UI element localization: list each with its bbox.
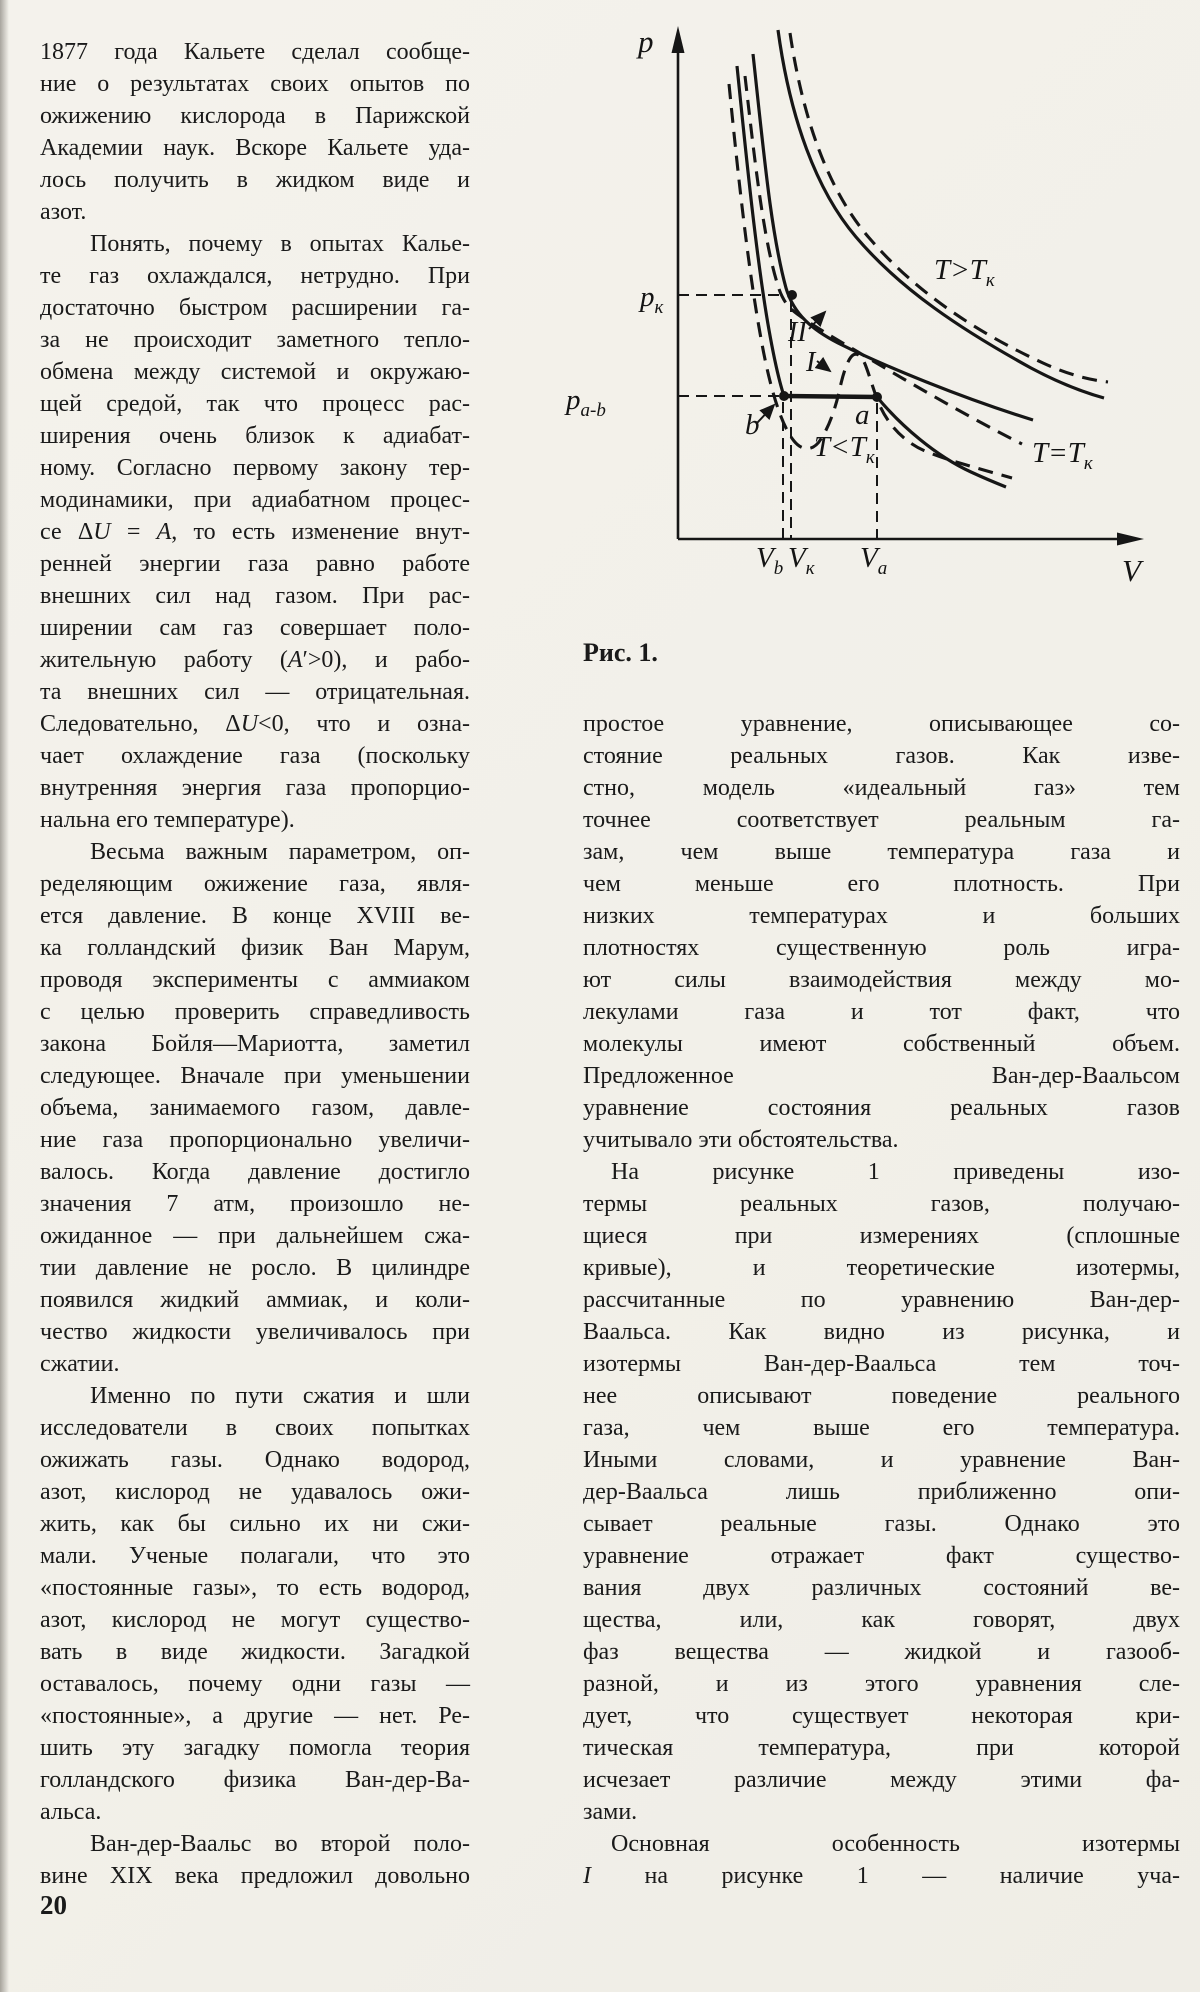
- text-line: шить эту загадку помогла теория: [40, 1735, 470, 1761]
- va-tick-label: $V_a$: [860, 542, 888, 579]
- text-line: «постоянные газы», то есть водород,: [40, 1575, 470, 1601]
- x-axis-label: V: [1122, 553, 1141, 588]
- text-line: мали. Ученые полагали, что это: [40, 1543, 470, 1569]
- text-line: исследователи в своих попытках: [40, 1415, 470, 1441]
- text-line: обмена между системой и окружаю-: [40, 359, 470, 385]
- isotherm-solid-t-gt: [778, 30, 1104, 398]
- text-line: азот, кислород не могут существо-: [40, 1607, 470, 1633]
- text-line: ние газа пропорционально увеличи-: [40, 1127, 470, 1153]
- text-line: «постоянные», а другие — нет. Ре-: [40, 1703, 470, 1729]
- text-line: изотермы Ван-дер-Ваальса тем точ-: [583, 1351, 1180, 1377]
- text-line: газа, чем выше его температура.: [583, 1415, 1180, 1441]
- text-line: точнее соответствует реальным га-: [583, 807, 1180, 833]
- text-line: I на рисунке 1 — наличие уча-: [583, 1863, 1180, 1889]
- text-line: проводя эксперименты с аммиаком: [40, 967, 470, 993]
- text-line: исчезает различие между этими фа-: [583, 1767, 1180, 1793]
- label-t-gt-tk: $T>T_к$: [934, 254, 995, 291]
- text-line: ожижать газы. Однако водород,: [40, 1447, 470, 1473]
- text-line: ширения очень близок к адиабат-: [40, 423, 470, 449]
- text-line: тии давление не росло. В цилиндре: [40, 1255, 470, 1281]
- text-line: ка голландский физик Ван Марум,: [40, 935, 470, 961]
- text-line: чество жидкости увеличивалось при: [40, 1319, 470, 1345]
- label-t-eq-tk: $T=T_к$: [1032, 437, 1093, 474]
- text-line: объема, занимаемого газом, давле-: [40, 1095, 470, 1121]
- text-line: низких температурах и больших: [583, 903, 1180, 929]
- text-line: молекулы имеют собственный объем.: [583, 1031, 1180, 1057]
- text-line: дер-Ваальса лишь приближенно опи-: [583, 1479, 1180, 1505]
- page-number: 20: [40, 1890, 67, 1920]
- text-line: сывает реальные газы. Однако это: [583, 1511, 1180, 1537]
- text-line: модинамики, при адиабатном процес-: [40, 487, 470, 513]
- label-curve-I: I: [806, 347, 816, 378]
- y-axis-label: p: [638, 24, 654, 59]
- figure-pv-diagram: [540, 0, 1200, 650]
- label-t-lt-tk: $T<T_к$: [814, 431, 875, 468]
- text-line: ют силы взаимодействия между мо-: [583, 967, 1180, 993]
- pk-tick-label: $p_к$: [640, 281, 664, 318]
- text-line: термы реальных газов, получаю-: [583, 1191, 1180, 1217]
- text-line: азот, кислород не удавалось ожи-: [40, 1479, 470, 1505]
- scan-left-edge: [0, 0, 9, 1992]
- vk-tick-label: $V_к$: [788, 542, 815, 579]
- label-point-b: b: [745, 409, 760, 441]
- text-line: жить, как бы сильно их ни сжи-: [40, 1511, 470, 1537]
- text-line: вать в виде жидкости. Загадкой: [40, 1639, 470, 1665]
- text-line: закона Бойля—Мариотта, заметил: [40, 1031, 470, 1057]
- text-line: следующее. Вначале при уменьшении: [40, 1063, 470, 1089]
- text-line: те газ охлаждался, нетрудно. При: [40, 263, 470, 289]
- text-line: чем меньше его плотность. При: [583, 871, 1180, 897]
- label-curve-II: II: [788, 317, 807, 348]
- pab-tick-label: $p_{a-b}$: [566, 384, 606, 421]
- text-line: зам, чем выше температура газа и: [583, 839, 1180, 865]
- text-line: щей средой, так что процесс рас-: [40, 391, 470, 417]
- text-line: учитывало эти обстоятельства.: [583, 1127, 899, 1153]
- text-line: щества, или, как говорят, двух: [583, 1607, 1180, 1633]
- text-line: лекулами газа и тот факт, что: [583, 999, 1180, 1025]
- text-line: се ΔU = A, то есть изменение внут-: [40, 519, 471, 545]
- x-axis-arrow-icon: [1117, 533, 1144, 546]
- text-line: Предложенное Ван-дер-Ваальсом: [583, 1063, 1180, 1089]
- text-line: кривые), и теоретические изотермы,: [583, 1255, 1180, 1281]
- text-line: чает охлаждение газа (поскольку: [40, 743, 470, 769]
- text-line: ние о результатах своих опытов по: [40, 71, 470, 97]
- text-line: сжатии.: [40, 1351, 120, 1377]
- text-line: жительную работу (A′>0), и рабо-: [40, 647, 470, 673]
- text-line: голландского физика Ван-дер-Ва-: [40, 1767, 470, 1793]
- text-line: ному. Согласно первому закону тер-: [40, 455, 470, 481]
- text-line: Основная особенность изотермы: [611, 1831, 1180, 1857]
- text-line: фаз вещества — жидкой и газооб-: [583, 1639, 1180, 1665]
- text-line: уравнение состояния реальных газов: [583, 1095, 1180, 1121]
- text-line: простое уравнение, описывающее со-: [583, 711, 1180, 737]
- text-line: Весьма важным параметром, оп-: [90, 839, 470, 865]
- point-b-dot: [779, 391, 789, 401]
- text-line: тическая температура, при которой: [583, 1735, 1180, 1761]
- text-line: за не происходит заметного тепло-: [40, 327, 470, 353]
- text-line: ется давление. В конце XVIII ве-: [40, 903, 470, 929]
- isotherm-solid-t-lt-gas: [877, 397, 1006, 487]
- text-line: валось. Когда давление достигло: [40, 1159, 470, 1185]
- text-line: На рисунке 1 приведены изо-: [611, 1159, 1180, 1185]
- right-column-text: [583, 708, 1180, 1892]
- vb-tick-label: $V_b$: [756, 542, 784, 579]
- text-line: уравнение отражает факт существо-: [583, 1543, 1180, 1569]
- curve-I-pointer-arrow-icon: [817, 361, 830, 371]
- text-line: азот.: [40, 199, 87, 225]
- isotherm-plateau-ab: [784, 396, 877, 397]
- text-line: альса.: [40, 1799, 102, 1825]
- text-line: стно, модель «идеальный газ» тем: [583, 775, 1180, 801]
- text-line: ренней энергии газа равно работе: [40, 551, 470, 577]
- text-line: ределяющим ожижение газа, явля-: [40, 871, 470, 897]
- text-line: та внешних сил — отрицательная.: [40, 679, 470, 705]
- text-line: зами.: [583, 1799, 638, 1825]
- text-line: оставалось, почему одни газы —: [40, 1671, 470, 1697]
- text-line: с целью проверить справедливость: [40, 999, 470, 1025]
- text-line: разной, и из этого уравнения сле-: [583, 1671, 1180, 1697]
- text-line: дует, что существует некоторая кри-: [583, 1703, 1180, 1729]
- text-line: появился жидкий аммиак, и коли-: [40, 1287, 470, 1313]
- point-a-dot: [872, 392, 882, 402]
- text-line: нее описывают поведение реального: [583, 1383, 1180, 1409]
- figure-caption: Рис. 1.: [583, 638, 658, 667]
- critical-point-dot: [787, 290, 797, 300]
- text-line: Ван-дер-Ваальс во второй поло-: [90, 1831, 470, 1857]
- text-line: щиеся при измерениях (сплошные: [583, 1223, 1180, 1249]
- isotherm-dashed-t-gt: [790, 33, 1108, 382]
- left-column-text: [40, 36, 470, 1892]
- text-line: вания двух различных состояний ве-: [583, 1575, 1180, 1601]
- text-line: Следовательно, ΔU<0, что и озна-: [40, 711, 470, 737]
- y-axis-arrow-icon: [672, 26, 685, 53]
- text-line: Иными словами, и уравнение Ван-: [583, 1447, 1180, 1473]
- text-line: ожиданное — при дальнейшем сжа-: [40, 1223, 470, 1249]
- text-line: достаточно быстром расширении га-: [40, 295, 470, 321]
- text-line: стояние реальных газов. Как изве-: [583, 743, 1180, 769]
- text-line: внутренняя энергия газа пропорцио-: [40, 775, 470, 801]
- text-line: вине XIX века предложил довольно: [40, 1863, 470, 1889]
- text-line: 1877 года Кальете сделал сообще-: [40, 39, 470, 65]
- text-line: Академии наук. Вскоре Кальете уда-: [40, 135, 470, 161]
- text-line: ширении сам газ совершает поло-: [40, 615, 470, 641]
- text-line: Понять, почему в опытах Калье-: [90, 231, 470, 257]
- text-line: рассчитанные по уравнению Ван-дер-: [583, 1287, 1180, 1313]
- point-b-pointer-arrow-icon: [757, 405, 774, 423]
- label-point-a: a: [855, 399, 870, 431]
- text-line: значения 7 атм, произошло не-: [40, 1191, 470, 1217]
- text-line: лось получить в жидком виде и: [40, 167, 470, 193]
- text-line: Ваальса. Как видно из рисунка, и: [583, 1319, 1180, 1345]
- text-line: внешних сил над газом. При рас-: [40, 583, 470, 609]
- text-line: нальна его температуре).: [40, 807, 295, 833]
- text-line: плотностях существенную роль игра-: [583, 935, 1180, 961]
- text-line: ожижению кислорода в Парижской: [40, 103, 470, 129]
- text-line: Именно по пути сжатия и шли: [90, 1383, 470, 1409]
